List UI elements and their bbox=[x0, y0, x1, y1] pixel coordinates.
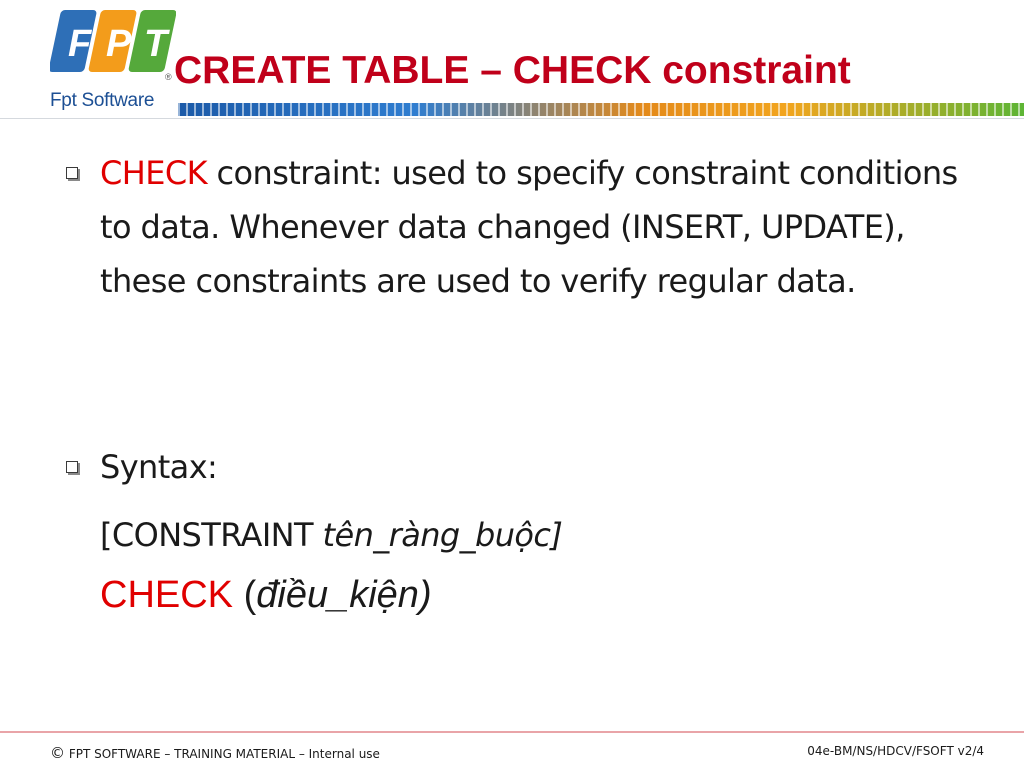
logo-caption: Fpt Software bbox=[50, 90, 155, 111]
syntax-check-line bbox=[100, 568, 432, 622]
footer-divider bbox=[0, 731, 1024, 733]
check-constraint-description bbox=[100, 146, 960, 308]
constraint-keyword: [CONSTRAINT bbox=[100, 516, 323, 554]
syntax-constraint-line bbox=[100, 508, 562, 562]
registered-mark: ® bbox=[165, 72, 172, 82]
footer-copyright bbox=[50, 744, 380, 762]
slide-title: CREATE TABLE – CHECK constraint bbox=[174, 49, 851, 92]
check-keyword: CHECK bbox=[100, 154, 207, 192]
checkbox-bullet-icon bbox=[66, 167, 78, 179]
logo-letter-f: F bbox=[68, 23, 92, 65]
copyright-symbol: © bbox=[50, 744, 65, 762]
footer-left-text: FPT SOFTWARE – TRAINING MATERIAL – Internal use bbox=[65, 747, 380, 761]
syntax-check-keyword: CHECK bbox=[100, 574, 234, 616]
footer-document-code: 04e-BM/NS/HDCV/FSOFT v2/4 bbox=[807, 744, 984, 758]
checkbox-bullet-icon bbox=[66, 461, 78, 473]
condition-open-paren: ( bbox=[233, 574, 257, 616]
logo-letter-t: T bbox=[144, 23, 168, 65]
condition-placeholder: điều_kiện) bbox=[256, 574, 432, 616]
syntax-heading: Syntax: bbox=[100, 448, 218, 486]
logo-letter-p: P bbox=[106, 23, 132, 65]
constraint-name-placeholder: tên_ràng_buộc] bbox=[322, 516, 563, 554]
description-text: constraint: used to specify constraint conditions to data. Whenever data changed (INSERT, UPDATE), these constraints are used to verify regular data. bbox=[100, 154, 958, 300]
